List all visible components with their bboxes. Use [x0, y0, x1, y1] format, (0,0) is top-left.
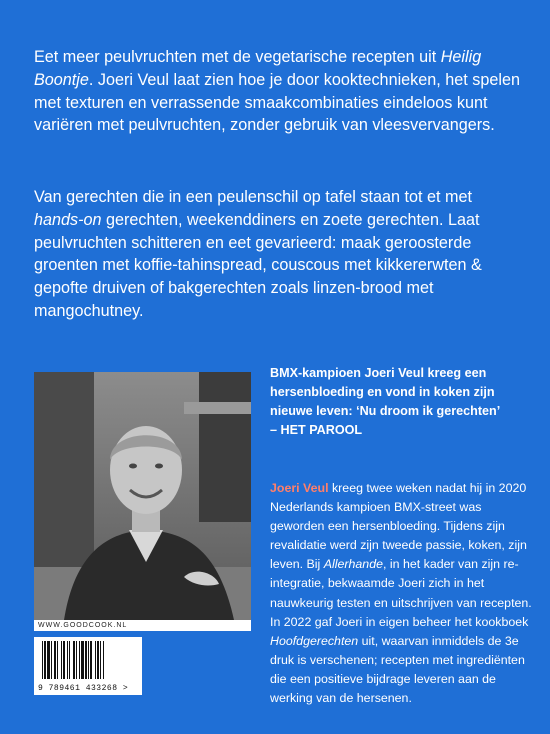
blurb-text: Van gerechten die in een peulenschil op tafel staan tot et met: [34, 188, 472, 206]
barcode-bar: [76, 641, 77, 679]
bio-text: kreeg twee weken nadat hij in 2020 Nederlands kampioen BMX-street was geworden een hersenbloeding. Tijdens zijn revalidatie werd zijn tweede passie, koken, zijn leven. Bij: [270, 481, 527, 572]
isbn-number: 9 789461 433268 >: [38, 684, 129, 693]
author-bio: [270, 479, 532, 708]
bio-book-title: Hoofdgerechten: [270, 633, 359, 648]
barcode-bar: [44, 641, 46, 679]
barcode-bar: [90, 641, 92, 679]
blurb-text: . Joeri Veul laat zien hoe je door kooktechnieken, het spelen met texturen en verrassende smaakcombinaties eindeloos kunt variëren met peulvruchten, zonder gebruik van vleesvervangers.: [34, 70, 520, 135]
barcode-bar: [51, 641, 52, 679]
barcode-bar: [67, 641, 68, 679]
author-photo: [34, 372, 251, 620]
author-portrait-image: [34, 372, 251, 620]
bio-emphasis: Allerhande: [323, 557, 383, 572]
isbn-barcode: [34, 637, 142, 695]
quote-source: – HET PAROOL: [270, 423, 363, 437]
barcode-bar: [88, 641, 89, 679]
barcode-bar: [47, 641, 50, 679]
blurb-text: gerechten, weekenddiners en zoete gerechten. Laat peulvruchten schitteren en eet gevarieerd: maak geroosterde groenten met koffie-tahinspread, couscous met kikkererwten & gepofte druiven of bakgerechten zoals linzen-brood met mangochutney.: [34, 210, 482, 320]
quote-text: BMX-kampioen Joeri Veul kreeg een hersenbloeding en vond in koken zijn nieuwe leven: ‘Nu droom ik gerechten’: [270, 366, 501, 418]
barcode-bar: [57, 641, 58, 679]
barcode-bar: [103, 641, 104, 679]
barcode-bars: [34, 637, 142, 683]
barcode-bar: [81, 641, 84, 679]
author-name: Joeri Veul: [270, 481, 329, 495]
bio-text: , in het kader van zijn re-integratie, bekwaamde Joeri zich in het nauwkeurig testen en uitschrijven van recepten. In 2022 gaf Joeri in eigen beheer het kookboek: [270, 557, 532, 629]
barcode-bar: [85, 641, 87, 679]
blurb-text: Eet meer peulvruchten met de vegetarische recepten uit: [34, 48, 441, 66]
barcode-bar: [97, 641, 99, 679]
barcode-bar: [63, 641, 65, 679]
barcode-bar: [61, 641, 62, 679]
barcode-bar: [79, 641, 80, 679]
barcode-bar: [54, 641, 56, 679]
press-quote: [270, 364, 532, 440]
blurb-emphasis: hands-on: [34, 210, 102, 229]
barcode-bar: [69, 641, 70, 679]
blurb-paragraph-2: [34, 186, 524, 323]
barcode-bar: [100, 641, 101, 679]
blurb-paragraph-1: [34, 46, 524, 137]
barcode-bar: [95, 641, 96, 679]
barcode-bar: [42, 641, 43, 679]
bio-text: uit, waarvan inmiddels de 3e druk is verschenen; recepten met ingrediënten die een positieve bijdrage leveren aan de werking van de hersenen.: [270, 633, 525, 706]
barcode-bar: [73, 641, 75, 679]
book-title: Heilig Boontje: [34, 48, 482, 89]
publisher-url: WWW.GOODCOOK.NL: [34, 620, 251, 631]
